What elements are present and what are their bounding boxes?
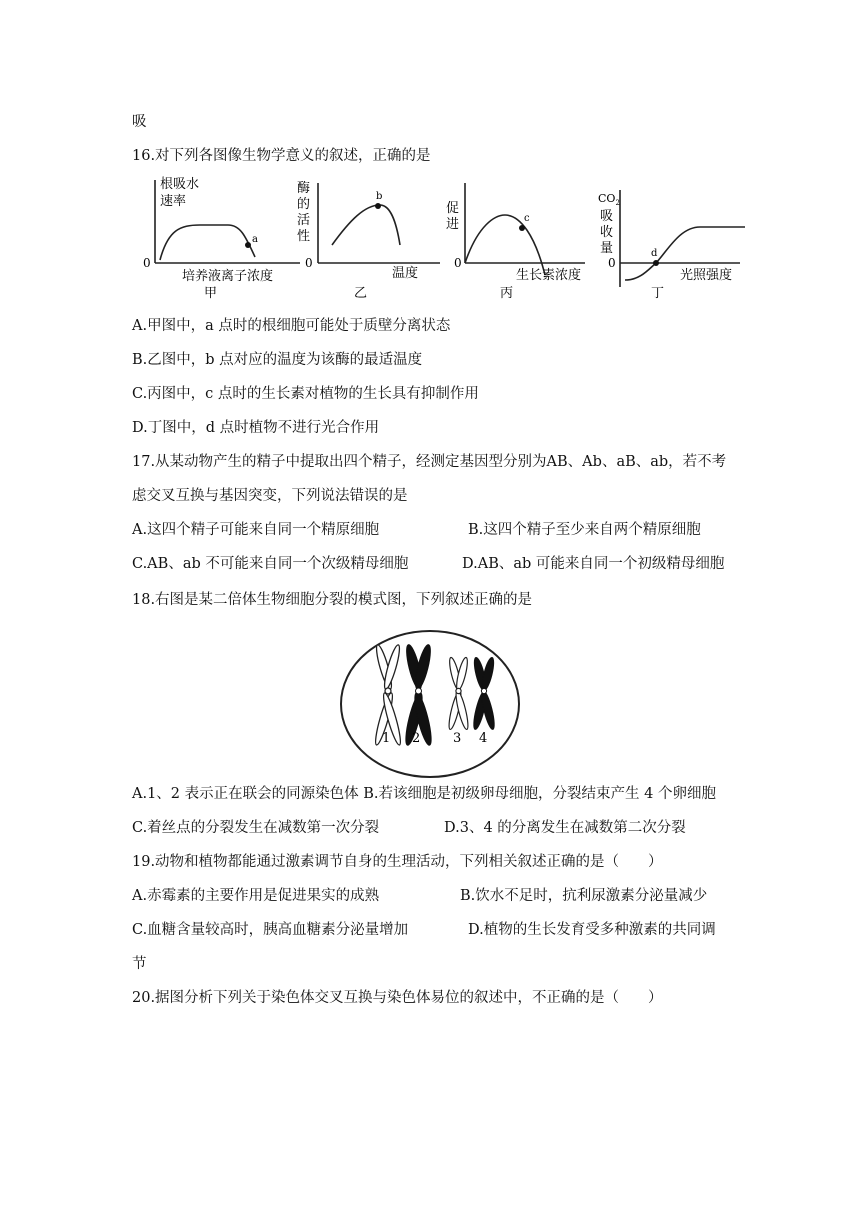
yi-origin: 0: [305, 256, 313, 270]
yi-ylabel-2: 的: [297, 197, 311, 212]
q19-option-d-continued: 节: [132, 956, 147, 972]
ding-ylabel-2: 吸: [600, 209, 614, 224]
jia-ylabel-2: 速率: [160, 194, 187, 209]
jia-point-label: a: [252, 234, 258, 245]
q19-option-a: A.赤霉素的主要作用是促进果实的成熟: [132, 888, 380, 904]
question-17-line-2: 虑交叉互换与基因突变，下列说法错误的是: [132, 488, 408, 504]
ding-ylabel-co: CO: [598, 192, 616, 205]
ding-origin: 0: [608, 256, 616, 270]
question-17-line-1: 17.从某动物产生的精子中提取出四个精子，经测定基因型分别为AB、Ab、aB、ab，若不考: [132, 454, 727, 470]
q17-option-b: B.这四个精子至少来自两个精原细胞: [468, 522, 701, 538]
bing-ylabel-1: 促: [446, 201, 460, 216]
point-c: [519, 225, 525, 231]
yi-ylabel-3: 活: [297, 213, 311, 228]
jia-origin: 0: [143, 256, 151, 270]
ding-caption: 丁: [651, 286, 665, 301]
q18-options-ab: A.1、2 表示正在联会的同源染色体 B.若该细胞是初级卵母细胞，分裂结束产生 4 个卵细胞: [132, 786, 716, 802]
jia-ylabel: 根吸水: [160, 177, 200, 192]
yi-caption: 乙: [354, 286, 368, 301]
yi-point-label: b: [376, 191, 383, 202]
q19-option-c: C.血糖含量较高时，胰高血糖素分泌量增加: [132, 922, 409, 938]
q17-option-c: C.AB、ab 不可能来自同一个次级精母细胞: [132, 556, 409, 572]
q16-option-a: A.甲图中，a 点时的根细胞可能处于质壁分离状态: [132, 318, 451, 334]
cell-division-diagram: [330, 624, 530, 784]
graph-jia: [155, 180, 300, 263]
q18-option-c: C.着丝点的分裂发生在减数第一次分裂: [132, 820, 380, 836]
yi-xlabel: 温度: [392, 266, 419, 281]
chromosome-label-3: 3: [453, 731, 462, 746]
point-b: [375, 203, 381, 209]
yi-ylabel-4: 性: [297, 229, 311, 244]
jia-xlabel: 培养液离子浓度: [182, 269, 274, 284]
bing-origin: 0: [454, 256, 462, 270]
yi-ylabel-1: 酶: [297, 181, 311, 196]
question-19: 19.动物和植物都能通过激素调节自身的生理活动，下列相关叙述正确的是（ ）: [132, 854, 663, 870]
ding-ylabel-4: 量: [600, 241, 614, 256]
ding-ylabel-3: 收: [600, 225, 614, 240]
point-a: [245, 242, 251, 248]
bing-xlabel: 生长素浓度: [516, 268, 582, 283]
question-16: 16.对下列各图像生物学意义的叙述，正确的是: [132, 148, 431, 164]
q16-option-c: C.丙图中，c 点时的生长素对植物的生长具有抑制作用: [132, 386, 479, 402]
question-20: 20.据图分析下列关于染色体交叉互换与染色体易位的叙述中，不正确的是（ ）: [132, 990, 663, 1006]
q17-option-a: A.这四个精子可能来自同一个精原细胞: [132, 522, 380, 538]
bing-caption: 丙: [500, 286, 514, 301]
q16-option-d: D.丁图中，d 点时植物不进行光合作用: [132, 420, 380, 436]
ding-ylabel-sub: 2: [615, 199, 620, 207]
jia-caption: 甲: [204, 286, 218, 301]
chromosome-label-1: 1: [382, 731, 391, 746]
chromosome-3: [447, 657, 470, 731]
chromosome-label-4: 4: [479, 731, 488, 746]
ding-ylabel-1: [598, 192, 620, 207]
q16-option-b: B.乙图中，b 点对应的温度为该酶的最适温度: [132, 352, 423, 368]
chromosome-4: [471, 657, 496, 731]
q16-graphs: [0, 175, 865, 325]
text-line-fragment: 吸: [132, 114, 147, 130]
q19-option-d: D.植物的生长发育受多种激素的共同调: [468, 922, 716, 938]
q19-option-b: B.饮水不足时，抗利尿激素分泌量减少: [460, 888, 708, 904]
bing-point-label: c: [524, 213, 530, 224]
q17-option-d: D.AB、ab 可能来自同一个初级精母细胞: [462, 556, 725, 572]
q18-option-d: D.3、4 的分离发生在减数第二次分裂: [444, 820, 686, 836]
bing-ylabel-2: 进: [446, 217, 460, 232]
graph-bing: [465, 183, 585, 275]
ding-xlabel: 光照强度: [680, 268, 733, 283]
chromosome-label-2: 2: [412, 731, 421, 746]
question-18: 18.右图是某二倍体生物细胞分裂的模式图，下列叙述正确的是: [132, 592, 533, 608]
ding-point-label: d: [651, 248, 658, 259]
point-d: [653, 260, 659, 266]
